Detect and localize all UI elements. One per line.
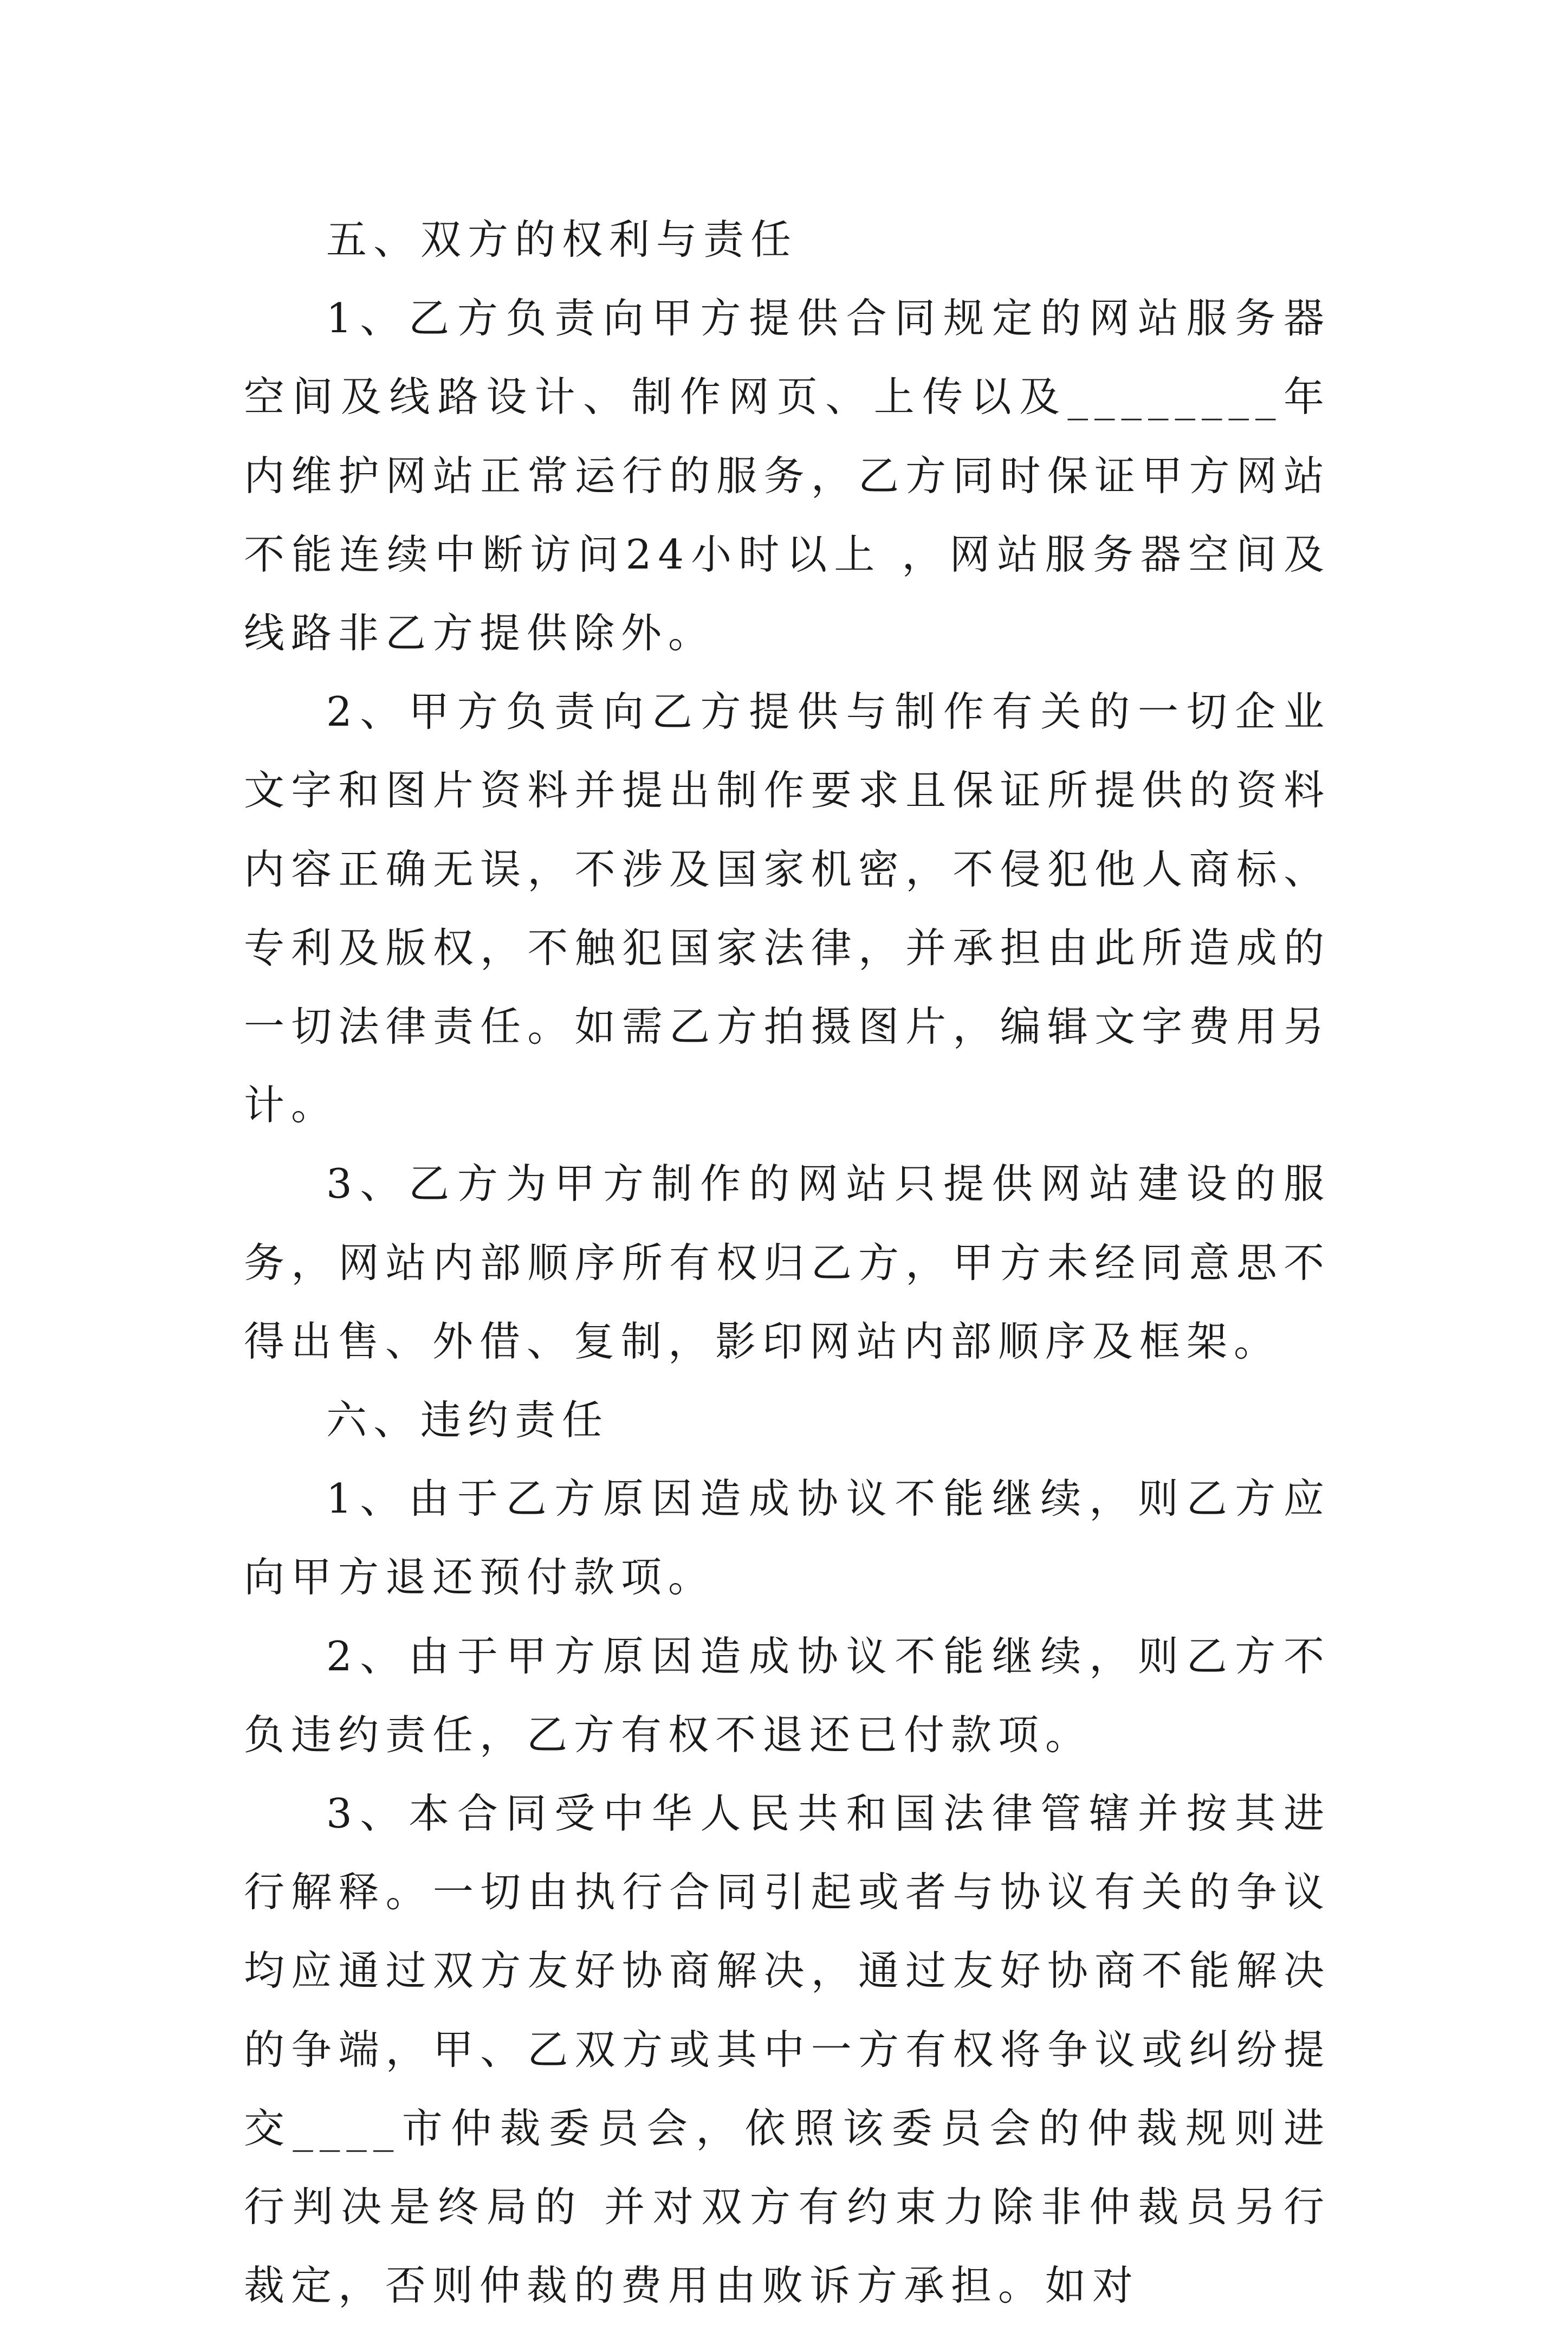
document-body: [244, 201, 1331, 2325]
paragraph-liability-3: 3、本合同受中华人民共和国法律管辖并按其进行解释。一切由执行合同引起或者与协议有关的争议均应通过双方友好协商解决，通过友好协商不能解决的争端，甲、乙双方或其中一方有权将争议或纠纷提交____市仲裁委员会，依照该委员会的仲裁规则进行判决是终局的 并对双方有约束力除非仲裁员另行裁定，否则仲裁的费用由败诉方承担。如对: [244, 1790, 1331, 2310]
paragraph-liability-2: 2、由于甲方原因造成协议不能继续，则乙方不负违约责任，乙方有权不退还已付款项。: [244, 1632, 1331, 1759]
paragraph-liability-1: 1、由于乙方原因造成协议不能继续，则乙方应向甲方退还预付款项。: [244, 1475, 1331, 1601]
paragraph-rights-2: 2、甲方负责向乙方提供与制作有关的一切企业文字和图片资料并提出制作要求且保证所提供的资料内容正确无误，不涉及国家机密，不侵犯他人商标、专利及版权，不触犯国家法律，并承担由此所造成的一切法律责任。如需乙方拍摄图片，编辑文字费用另计。: [244, 688, 1331, 1129]
section-heading-liability: 六、违约责任: [326, 1396, 610, 1444]
section-heading-rights: 五、双方的权利与责任: [326, 216, 798, 263]
paragraph-rights-1: 1、乙方负责向甲方提供合同规定的网站服务器空间及线路设计、制作网页、上传以及________年内维护网站正常运行的服务，乙方同时保证甲方网站不能连续中断访问24小时以上 ，网站服务器空间及线路非乙方提供除外。: [244, 294, 1331, 657]
paragraph-rights-3: 3、乙方为甲方制作的网站只提供网站建设的服务，网站内部顺序所有权归乙方，甲方未经同意思不得出售、外借、复制，影印网站内部顺序及框架。: [244, 1160, 1331, 1365]
